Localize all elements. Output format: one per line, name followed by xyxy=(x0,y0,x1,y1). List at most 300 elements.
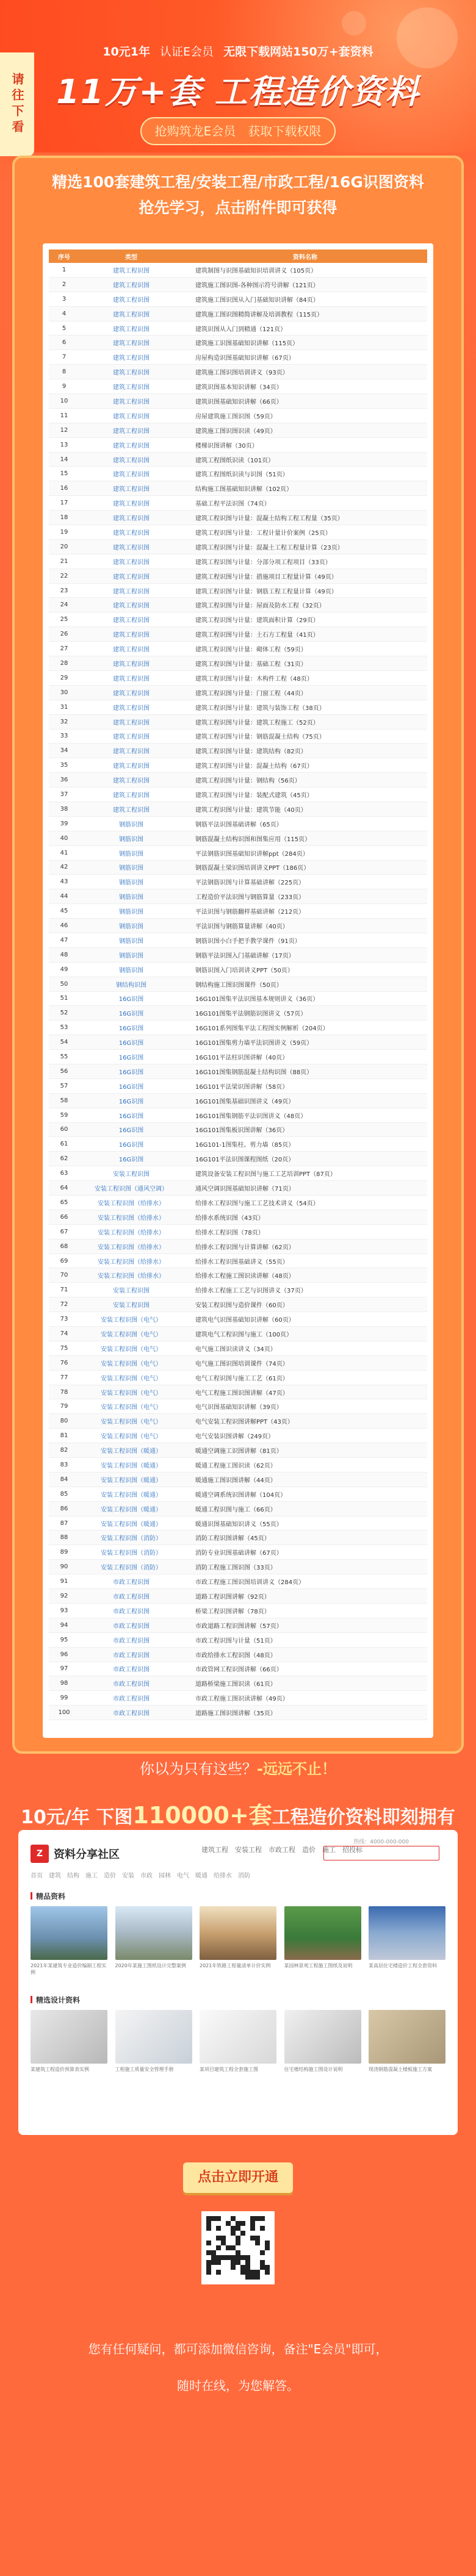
row-title[interactable]: 暖通施工图识图讲解（44页） xyxy=(195,1477,276,1484)
row-index: 95 xyxy=(60,1636,68,1643)
qr-cell xyxy=(255,2270,260,2275)
thumb-card[interactable] xyxy=(31,1906,107,1975)
buy-membership-button[interactable]: 抢购筑龙E会员 获取下载权限 xyxy=(140,117,336,145)
table-row[interactable] xyxy=(49,321,427,336)
row-index: 36 xyxy=(60,777,68,784)
row-title[interactable]: 建筑设备安装工程识图与施工工艺培训PPT（87页） xyxy=(195,1171,336,1179)
row-title[interactable]: 给排水工程施工工艺与识图讲义（37页） xyxy=(195,1288,307,1295)
qr-cell xyxy=(206,2216,211,2221)
table-row[interactable] xyxy=(49,1589,427,1604)
table-row[interactable] xyxy=(49,861,427,875)
table-row[interactable] xyxy=(49,1662,427,1677)
table-row[interactable] xyxy=(49,758,427,773)
row-title[interactable]: 给排水工程识图与施工工艺技术讲义（54页） xyxy=(195,1200,319,1207)
row-title[interactable]: 道路桥梁施工图识读（61页） xyxy=(195,1681,276,1688)
table-row[interactable] xyxy=(49,700,427,715)
site-menu[interactable]: 首页 建筑 结构 施工 造价 安装 市政 园林 电气 暖通 给排水 消防 xyxy=(31,1873,250,1879)
row-index: 1 xyxy=(62,266,67,273)
row-title[interactable]: 建筑施工图识图从入门基础知识讲解（84页） xyxy=(195,296,319,304)
row-index: 63 xyxy=(60,1170,68,1177)
table-row[interactable] xyxy=(49,627,427,642)
table-row[interactable] xyxy=(49,525,427,540)
table-row[interactable] xyxy=(49,350,427,365)
thumb-card[interactable] xyxy=(369,2010,445,2078)
thumb-card[interactable] xyxy=(284,2010,361,2078)
open-now-button[interactable]: 点击立即开通 xyxy=(183,2162,293,2193)
row-title[interactable]: 16G101图集基础识图讲义（49页） xyxy=(195,1098,295,1105)
qr-cell xyxy=(221,2265,226,2270)
table-row[interactable] xyxy=(49,409,427,423)
row-title[interactable]: 建筑工程识图与计量：工程计量计价案例（25页） xyxy=(195,529,331,537)
qr-cell xyxy=(211,2275,216,2280)
row-title[interactable]: 钢结构施工图识图课件（50页） xyxy=(195,981,283,989)
row-title[interactable]: 16G101平法梁识图讲解（58页） xyxy=(195,1083,289,1091)
row-title[interactable]: 市政道路工程识图讲解（57页） xyxy=(195,1623,283,1630)
table-row[interactable] xyxy=(49,1676,427,1691)
table-row[interactable] xyxy=(49,1268,427,1283)
row-type: 建筑工程识图 xyxy=(113,529,150,537)
qr-cell xyxy=(255,2260,260,2265)
row-title[interactable]: 建筑电气识图基础知识讲解（60页） xyxy=(195,1317,295,1324)
qr-cell xyxy=(250,2226,255,2231)
table-row[interactable] xyxy=(49,1094,427,1108)
row-title[interactable]: 楼梯识图讲解（30页） xyxy=(195,442,258,450)
table-row[interactable] xyxy=(49,1341,427,1356)
row-title[interactable]: 建筑工程识图与计量：钢筋工程工程量计算（49页） xyxy=(195,588,337,595)
table-row[interactable] xyxy=(49,1254,427,1269)
qr-cell xyxy=(265,2245,270,2250)
row-title[interactable]: 暖通工程施工图识读（62页） xyxy=(195,1462,276,1469)
row-type: 市政工程识图 xyxy=(113,1623,150,1630)
hero-title: 11万+套 工程造价资料 xyxy=(56,73,420,111)
table-row[interactable] xyxy=(49,1429,427,1443)
table-row[interactable] xyxy=(49,292,427,307)
row-title[interactable]: 建筑识图基本知识讲解（34页） xyxy=(195,384,283,392)
row-title[interactable]: 16G101图集板识图讲解（36页） xyxy=(195,1127,289,1135)
row-title[interactable]: 暖通工程识图与施工（66页） xyxy=(195,1506,276,1513)
table-row[interactable] xyxy=(49,278,427,292)
row-type: 建筑工程识图 xyxy=(113,778,150,785)
qr-cell xyxy=(206,2275,211,2280)
table-row[interactable] xyxy=(49,1545,427,1560)
table-row[interactable] xyxy=(49,1064,427,1079)
row-title[interactable]: 16G101图集钢筋混凝土结构识图（88页） xyxy=(195,1069,313,1076)
row-title[interactable]: 市政工程施工图识读讲解（49页） xyxy=(195,1696,289,1703)
row-type: 建筑工程识图 xyxy=(113,296,150,304)
qr-cell xyxy=(236,2245,240,2250)
table-row[interactable] xyxy=(49,598,427,612)
table-row[interactable] xyxy=(49,933,427,948)
row-title[interactable]: 市政给排水工程识图（48页） xyxy=(195,1652,276,1659)
table-row[interactable] xyxy=(49,554,427,569)
row-title[interactable]: 钢筋识图小白手把手教学课件（91页） xyxy=(195,938,301,945)
qr-cell xyxy=(211,2231,216,2236)
design-thumbs xyxy=(31,2010,445,2078)
row-title[interactable]: 平法识图与钢筋算量讲解（40页） xyxy=(195,924,289,931)
row-title[interactable]: 道路工程识图讲解（92页） xyxy=(195,1593,270,1601)
row-index: 13 xyxy=(60,441,68,448)
qr-cell xyxy=(216,2231,221,2236)
table-row[interactable] xyxy=(49,335,427,350)
row-index: 38 xyxy=(60,805,68,813)
table-row[interactable] xyxy=(49,744,427,758)
qr-cell xyxy=(226,2270,231,2275)
qr-cell xyxy=(231,2260,236,2265)
table-row[interactable] xyxy=(49,1166,427,1181)
table-row[interactable] xyxy=(49,642,427,656)
table-row[interactable] xyxy=(49,1210,427,1225)
row-title[interactable]: 钢筋平法识图入门基础讲解（17页） xyxy=(195,952,295,960)
row-index: 62 xyxy=(60,1155,68,1163)
row-title[interactable]: 建筑工程识图与计量：装配式建筑（45页） xyxy=(195,792,313,799)
qr-cell xyxy=(265,2265,270,2270)
qr-cell xyxy=(260,2260,265,2265)
table-row[interactable] xyxy=(49,1458,427,1473)
row-title[interactable]: 市政管网工程识图讲解（66页） xyxy=(195,1667,283,1674)
table-row[interactable] xyxy=(49,1225,427,1240)
row-title[interactable]: 16G101系列图集平法工程图实例解析（204页） xyxy=(195,1025,329,1033)
row-title[interactable]: 建筑工程识图与计量：建筑工程施工（52页） xyxy=(195,719,319,727)
qr-cell xyxy=(236,2221,240,2226)
row-type: 安装工程识图 xyxy=(113,1302,150,1310)
table-row[interactable] xyxy=(49,1050,427,1064)
row-index: 69 xyxy=(60,1257,68,1265)
qr-cell xyxy=(240,2255,245,2260)
table-row[interactable] xyxy=(49,715,427,730)
site-nav[interactable]: 建筑工程 安装工程 市政工程 造价 施工 招投标 xyxy=(201,1846,362,1854)
table-row[interactable] xyxy=(49,584,427,598)
row-index: 18 xyxy=(60,514,68,522)
qr-cell xyxy=(245,2270,250,2275)
table-row[interactable] xyxy=(49,817,427,831)
row-title[interactable]: 建筑工程识图与计量：建筑面积计算（29页） xyxy=(195,617,319,625)
table-row[interactable] xyxy=(49,1283,427,1297)
row-title[interactable]: 桥梁工程识图讲解（78页） xyxy=(195,1608,270,1615)
table-row[interactable] xyxy=(49,1473,427,1487)
row-title[interactable]: 16G101图集平法识图基本规则讲义（36页） xyxy=(195,996,319,1003)
row-title[interactable]: 道路施工图识图讲解（35页） xyxy=(195,1710,276,1718)
row-index: 45 xyxy=(60,908,68,915)
row-title[interactable]: 建筑施工图识图培训讲义（93页） xyxy=(195,370,289,377)
row-title[interactable]: 建筑施工识图基础知识讲解（115页） xyxy=(195,340,299,348)
row-title[interactable]: 给排水工程识图（78页） xyxy=(195,1229,264,1236)
table-row[interactable] xyxy=(49,496,427,511)
table-row[interactable] xyxy=(49,1371,427,1385)
table-row[interactable] xyxy=(49,992,427,1006)
table-row[interactable] xyxy=(49,1137,427,1152)
table-row[interactable] xyxy=(49,904,427,919)
table-row[interactable] xyxy=(49,438,427,453)
thumb-caption: 某项目建筑工程全套施工图 xyxy=(200,2067,258,2072)
table-row[interactable] xyxy=(49,1443,427,1458)
table-row[interactable] xyxy=(49,1560,427,1574)
row-type: 市政工程识图 xyxy=(113,1681,150,1688)
row-title[interactable]: 电气安装工程识图讲解PPT（43页） xyxy=(195,1419,294,1426)
row-title[interactable]: 基础工程平法识图（74页） xyxy=(195,501,270,508)
table-row[interactable] xyxy=(49,875,427,889)
row-title[interactable]: 给排水工程识图与计算讲解（62页） xyxy=(195,1244,295,1251)
row-title[interactable]: 建筑工程识图与计量：门窗工程（44页） xyxy=(195,690,307,697)
table-row[interactable] xyxy=(49,1312,427,1327)
thumb-card[interactable] xyxy=(115,1906,192,1975)
row-index: 33 xyxy=(60,733,68,740)
row-title[interactable]: 房屋建筑施工图识图（59页） xyxy=(195,413,276,420)
table-row[interactable] xyxy=(49,1035,427,1050)
row-title[interactable]: 建筑工程图纸识读与识图（51页） xyxy=(195,472,289,479)
row-index: 67 xyxy=(60,1228,68,1235)
table-row[interactable] xyxy=(49,1021,427,1035)
row-type: 建筑工程识图 xyxy=(113,355,150,362)
table-row[interactable] xyxy=(49,773,427,788)
row-title[interactable]: 建筑工程识图与计量：建筑与装饰工程（38页） xyxy=(195,705,325,712)
thumb-card[interactable] xyxy=(369,1906,445,1975)
row-title[interactable]: 建筑工程识图与计量：建筑结构（82页） xyxy=(195,748,307,756)
qr-cell xyxy=(265,2241,270,2245)
row-title[interactable]: 建筑工程识图与计量：砌体工程（59页） xyxy=(195,647,307,654)
qr-cell xyxy=(245,2250,250,2255)
row-index: 41 xyxy=(60,849,68,856)
row-title[interactable]: 电气施工图识读讲义（34页） xyxy=(195,1346,276,1353)
row-title[interactable]: 建筑制图与识图基础知识培训讲义（105页） xyxy=(195,267,317,274)
table-row[interactable] xyxy=(49,307,427,321)
row-title[interactable]: 建筑工程识图与计量：木构件工程（48页） xyxy=(195,675,313,683)
qr-cell xyxy=(260,2275,265,2280)
row-title[interactable]: 建筑工程识图与计量：措施项目工程量计算（49页） xyxy=(195,573,337,581)
table-row[interactable] xyxy=(49,1574,427,1589)
table-row[interactable] xyxy=(49,1006,427,1021)
qr-cell xyxy=(245,2241,250,2245)
thumb-image xyxy=(369,2010,445,2064)
qr-cell xyxy=(206,2221,211,2226)
table-row[interactable] xyxy=(49,802,427,817)
row-title[interactable]: 钢筋混凝土结构识图和图集应用（115页） xyxy=(195,836,311,843)
qr-cell xyxy=(216,2265,221,2270)
qr-cell xyxy=(260,2265,265,2270)
qr-cell xyxy=(265,2260,270,2265)
table-row[interactable] xyxy=(49,889,427,904)
row-title[interactable]: 建筑工程识图与计量：基础工程（31页） xyxy=(195,661,307,668)
row-index: 54 xyxy=(60,1039,68,1046)
table-row[interactable] xyxy=(49,365,427,379)
row-title[interactable]: 通风空调识图基础知识讲解（71页） xyxy=(195,1186,295,1193)
row-title[interactable]: 暖通识图基础知识讲义（55页） xyxy=(195,1521,283,1528)
table-row[interactable] xyxy=(49,948,427,963)
table-row[interactable] xyxy=(49,1502,427,1516)
row-title[interactable]: 建筑工程图纸识读（101页） xyxy=(195,457,275,464)
table-row[interactable] xyxy=(49,1327,427,1341)
table-row[interactable] xyxy=(49,263,427,278)
row-title[interactable]: 建筑工程识图与计量：分部分项工程项目（33页） xyxy=(195,559,331,566)
thumb-card[interactable] xyxy=(115,2010,192,2078)
row-title[interactable]: 电气安装识图讲解（249页） xyxy=(195,1433,275,1441)
row-title[interactable]: 建筑识图从入门到精通（121页） xyxy=(195,326,287,333)
row-title[interactable]: 消防专业识图基础讲解（67页） xyxy=(195,1550,283,1557)
table-row[interactable] xyxy=(49,1108,427,1123)
row-title[interactable]: 16G101图集钢筋平法识图讲义（48页） xyxy=(195,1113,307,1120)
table-row[interactable] xyxy=(49,1487,427,1502)
table-row[interactable] xyxy=(49,481,427,496)
table-row[interactable] xyxy=(49,671,427,686)
row-title[interactable]: 建筑工程识图与计量：土石方工程量（41页） xyxy=(195,632,319,639)
row-title[interactable]: 结构施工图基础知识讲解（102页） xyxy=(195,486,293,493)
row-title[interactable]: 建筑工程识图与计量：建筑节能（40页） xyxy=(195,806,307,814)
qr-cell xyxy=(240,2260,245,2265)
row-type: 建筑工程识图 xyxy=(113,384,150,392)
table-row[interactable] xyxy=(49,1079,427,1094)
row-title[interactable]: 暖通空调施工识图讲解（81页） xyxy=(195,1448,283,1455)
thumb-image xyxy=(115,2010,192,2064)
table-row[interactable] xyxy=(49,1633,427,1648)
table-row[interactable] xyxy=(49,1414,427,1429)
row-index: 25 xyxy=(60,616,68,623)
table-row[interactable] xyxy=(49,1706,427,1720)
table-row[interactable] xyxy=(49,453,427,467)
table-row[interactable] xyxy=(49,1385,427,1400)
row-index: 8 xyxy=(62,368,67,376)
row-title[interactable]: 电气施工图识图培训课件（74页） xyxy=(195,1360,289,1368)
row-title[interactable]: 消防工程识图讲解（45页） xyxy=(195,1535,270,1543)
table-row[interactable] xyxy=(49,963,427,977)
table-row[interactable] xyxy=(49,686,427,700)
table-row[interactable] xyxy=(49,1123,427,1138)
table-row[interactable] xyxy=(49,394,427,409)
row-title[interactable]: 平法识图与钢筋翻样基础讲解（212页） xyxy=(195,909,305,916)
table-row[interactable] xyxy=(49,1356,427,1371)
hero-banner xyxy=(0,0,476,152)
row-title[interactable]: 16G101-1图集柱、剪力墙（85页） xyxy=(195,1142,295,1149)
table-row[interactable] xyxy=(49,730,427,744)
table-row[interactable] xyxy=(49,1181,427,1196)
table-row[interactable] xyxy=(49,656,427,671)
table-row[interactable] xyxy=(49,379,427,394)
row-title[interactable]: 平法钢筋识图与计算基础讲解（225页） xyxy=(195,880,305,887)
row-type: 钢筋识图 xyxy=(119,938,143,945)
row-title[interactable]: 电气工程识图与施工工艺（61页） xyxy=(195,1375,289,1382)
row-title[interactable]: 建筑工程识图与计量：屋面及防水工程（32页） xyxy=(195,603,325,610)
qr-cell xyxy=(255,2236,260,2241)
row-title[interactable]: 市政工程施工图识图培训讲义（284页） xyxy=(195,1579,305,1587)
row-index: 42 xyxy=(60,864,68,871)
row-title[interactable]: 市政工程识图与计量（51页） xyxy=(195,1637,276,1645)
row-title[interactable]: 电气识图基础知识讲解（39页） xyxy=(195,1404,283,1412)
table-row[interactable] xyxy=(49,831,427,846)
qr-cell xyxy=(260,2216,265,2221)
table-row[interactable] xyxy=(49,1240,427,1254)
table-row[interactable] xyxy=(49,540,427,554)
site-logo-text: 资料分享社区 xyxy=(54,1848,120,1861)
row-title[interactable]: 16G101图集剪力墙平法识图讲义（59页） xyxy=(195,1040,313,1047)
qr-cell xyxy=(221,2226,226,2231)
row-type: 建筑工程识图 xyxy=(113,573,150,581)
row-title[interactable]: 钢筋混凝土梁识图培训讲义PPT（186页） xyxy=(195,865,310,872)
row-title[interactable]: 建筑施工图识图识读（49页） xyxy=(195,428,276,435)
row-type: 建筑工程识图 xyxy=(113,647,150,654)
row-title[interactable]: 建筑工程识图与计量：混凝土结构（67页） xyxy=(195,763,313,770)
table-row[interactable] xyxy=(49,1152,427,1166)
row-title[interactable]: 暖通空调系统识图讲解（104页） xyxy=(195,1491,287,1499)
row-index: 68 xyxy=(60,1243,68,1250)
row-index: 17 xyxy=(60,500,68,507)
row-title[interactable]: 安装工程识图与造价课件（60页） xyxy=(195,1302,289,1310)
table-row[interactable] xyxy=(49,1516,427,1531)
row-type: 安装工程识图（暖通） xyxy=(101,1477,162,1484)
qr-cell xyxy=(216,2241,221,2245)
header-index: 序号 xyxy=(58,254,70,261)
table-row[interactable] xyxy=(49,511,427,525)
table-row[interactable] xyxy=(49,423,427,438)
table-row[interactable] xyxy=(49,1691,427,1706)
row-title[interactable]: 电气工程施工图识图讲解（47页） xyxy=(195,1390,289,1397)
row-title[interactable]: 16G101图集平法钢筋识图讲义（57页） xyxy=(195,1011,307,1018)
row-title[interactable]: 给排水工程识图基础讲义（55页） xyxy=(195,1258,289,1266)
site-search-input[interactable] xyxy=(323,1846,439,1860)
table-row[interactable] xyxy=(49,569,427,584)
qr-cell xyxy=(231,2270,236,2275)
table-row[interactable] xyxy=(49,1648,427,1662)
row-title[interactable]: 消防工程施工图识图（33页） xyxy=(195,1565,276,1572)
qr-cell xyxy=(206,2231,211,2236)
row-title[interactable]: 平法钢筋识图基础知识讲解ppt（284页） xyxy=(195,850,309,858)
row-title[interactable]: 建筑识图基础知识讲解（66页） xyxy=(195,398,283,406)
table-row[interactable] xyxy=(49,977,427,992)
row-title[interactable]: 给排水工程施工图识读讲解（48页） xyxy=(195,1273,295,1280)
thumb-card[interactable] xyxy=(200,1906,276,1975)
table-row[interactable] xyxy=(49,1604,427,1618)
qr-cell xyxy=(255,2250,260,2255)
table-row[interactable] xyxy=(49,1618,427,1633)
table-row[interactable] xyxy=(49,1399,427,1414)
row-title[interactable]: 建筑工程识图与计量：钢结构（56页） xyxy=(195,778,301,785)
row-title[interactable]: 房屋构造识图基础知识讲解（67页） xyxy=(195,355,295,362)
row-title[interactable]: 建筑工程识图与计量：混凝土工程工程量计算（23页） xyxy=(195,544,344,551)
row-type: 16G识图 xyxy=(118,1157,144,1164)
row-title[interactable]: 给排水系统识图（43页） xyxy=(195,1214,264,1222)
table-row[interactable] xyxy=(49,612,427,627)
row-title[interactable]: 16G101平法识图课程图纸（20页） xyxy=(195,1157,295,1164)
thumb-card[interactable] xyxy=(200,2010,276,2078)
table-row[interactable] xyxy=(49,1297,427,1312)
qr-cell xyxy=(206,2260,211,2265)
row-title[interactable]: 钢筋识图入门培训讲义PPT（50页） xyxy=(195,967,294,974)
table-row[interactable] xyxy=(49,467,427,481)
thumb-card[interactable] xyxy=(31,2010,107,2078)
table-row[interactable] xyxy=(49,846,427,861)
row-title[interactable]: 16G101平法柱识图讲解（40页） xyxy=(195,1055,289,1062)
row-index: 96 xyxy=(60,1651,68,1658)
qr-cell xyxy=(250,2216,255,2221)
row-type: 市政工程识图 xyxy=(113,1608,150,1615)
table-row[interactable] xyxy=(49,1530,427,1545)
thumb-card[interactable] xyxy=(284,1906,361,1975)
row-title[interactable]: 建筑工程识图与计量：钢筋混凝土结构（75页） xyxy=(195,734,325,741)
row-title[interactable]: 工程造价平法识图与钢筋算量（233页） xyxy=(195,894,305,902)
row-index: 28 xyxy=(60,659,68,667)
qr-cell xyxy=(250,2275,255,2280)
row-type: 建筑工程识图 xyxy=(113,501,150,508)
row-index: 91 xyxy=(60,1578,68,1585)
row-title[interactable]: 钢筋平法识图基础讲解（65页） xyxy=(195,821,283,828)
table-row[interactable] xyxy=(49,919,427,933)
table-row[interactable] xyxy=(49,1196,427,1210)
row-title[interactable]: 建筑施工图识图精简讲解及培训教程（115页） xyxy=(195,311,323,318)
row-title[interactable]: 建筑电气工程识图与施工（100页） xyxy=(195,1331,293,1338)
row-index: 11 xyxy=(60,412,68,419)
row-title[interactable]: 建筑工程识图与计量：混凝土结构工程工程量（35页） xyxy=(195,515,344,523)
row-type: 16G识图 xyxy=(118,1055,144,1062)
row-title[interactable]: 建筑施工图识图-各种图示符号讲解（121页） xyxy=(195,282,319,289)
table-row[interactable] xyxy=(49,788,427,802)
qr-cell xyxy=(236,2241,240,2245)
